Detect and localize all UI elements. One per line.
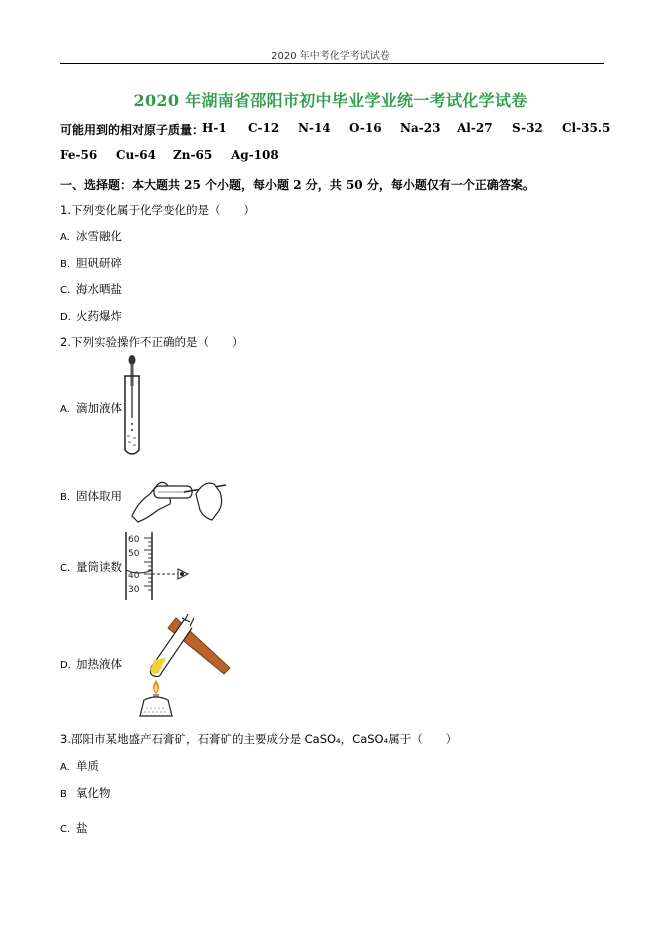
q2-option-b — [60, 488, 122, 504]
dropper-icon — [120, 354, 144, 458]
q1-option-c — [60, 281, 122, 297]
option-letter: A. — [60, 404, 70, 415]
question-1-stem: 1.下列变化属于化学变化的是（ ） — [60, 203, 255, 217]
graduated-cylinder-icon — [122, 530, 194, 602]
mass-ag: Ag-108 — [231, 148, 279, 162]
q1-option-a — [60, 228, 122, 244]
mass-cu: Cu-64 — [116, 148, 156, 162]
option-text: 冰雪融化 — [76, 229, 122, 243]
scale-label-30: 30 — [128, 585, 140, 595]
mass-fe: Fe-56 — [60, 148, 98, 162]
option-text: 固体取用 — [76, 489, 122, 503]
q2-option-d — [60, 656, 122, 672]
q3-option-a — [60, 758, 99, 774]
option-letter: D. — [60, 660, 71, 671]
option-letter: C. — [60, 563, 71, 574]
q1-option-d — [60, 308, 122, 324]
masses-label: 可能用到的相对原子质量： — [60, 123, 205, 137]
option-letter: A. — [60, 762, 70, 773]
question-3-stem: 3.邵阳市某地盛产石膏矿，石膏矿的主要成分是 CaSO₄，CaSO₄属于（ ） — [60, 732, 458, 746]
option-letter: B — [60, 789, 67, 800]
mass-o: O-16 — [349, 121, 382, 135]
section-heading: 一、选择题：本大题共 25 个小题，每小题 2 分，共 50 分，每小题仅有一个正确答案。 — [60, 178, 535, 192]
mass-cl: Cl-35.5 — [562, 121, 611, 135]
option-text: 单质 — [76, 759, 99, 773]
q3-option-c — [60, 820, 88, 836]
mass-na: Na-23 — [400, 121, 441, 135]
option-text: 滴加液体 — [76, 401, 122, 415]
option-text: 量筒读数 — [76, 560, 122, 574]
mass-n: N-14 — [298, 121, 331, 135]
scale-label-50: 50 — [128, 549, 140, 559]
page-header: 2020 年中考化学考试试卷 — [271, 51, 390, 62]
option-letter: B. — [60, 259, 71, 270]
header-divider — [60, 63, 604, 64]
option-letter: B. — [60, 492, 71, 503]
q2-option-c — [60, 559, 122, 575]
question-2-stem: 2.下列实验操作不正确的是（ ） — [60, 335, 244, 349]
scale-label-60: 60 — [128, 535, 140, 545]
q2-option-a — [60, 400, 122, 416]
mass-s: S-32 — [512, 121, 543, 135]
option-letter: C. — [60, 824, 71, 835]
heating-liquid-icon — [130, 608, 234, 720]
option-letter: D. — [60, 312, 71, 323]
option-letter: A. — [60, 232, 70, 243]
mass-h: H-1 — [202, 121, 227, 135]
option-letter: C. — [60, 285, 71, 296]
mass-c: C-12 — [248, 121, 280, 135]
option-text: 氧化物 — [76, 786, 111, 800]
mass-al: Al-27 — [457, 121, 493, 135]
option-text: 盐 — [76, 821, 88, 835]
q3-option-b — [60, 785, 111, 801]
mass-zn: Zn-65 — [173, 148, 213, 162]
option-text: 火药爆炸 — [76, 309, 122, 323]
option-text: 加热液体 — [76, 657, 122, 671]
option-text: 胆矾研碎 — [76, 256, 122, 270]
page-title: 2020 年湖南省邵阳市初中毕业学业统一考试化学试卷 — [133, 91, 528, 110]
option-text: 海水晒盐 — [76, 282, 122, 296]
solid-transfer-icon — [128, 474, 230, 524]
scale-label-40: 40 — [128, 571, 140, 581]
q1-option-b — [60, 255, 122, 271]
